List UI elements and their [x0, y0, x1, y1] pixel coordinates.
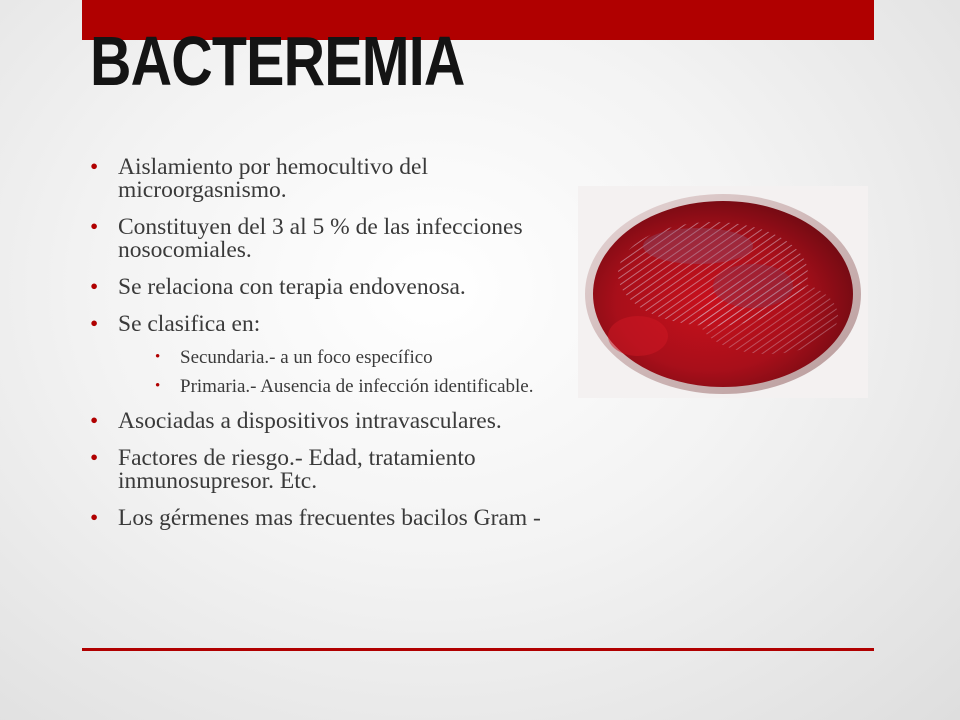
bullet-item-label: Se clasifica en:	[118, 311, 261, 337]
sub-bullet-list	[118, 348, 570, 396]
petri-dish-photo	[578, 186, 868, 398]
bullet-item: • Factores de riesgo.- Edad, tratamiento inmunosupresor. Etc.	[90, 447, 570, 493]
bullet-item: • Constituyen del 3 al 5 % de las infecciones nosocomiales.	[90, 216, 570, 262]
bullet-item: • Aislamiento por hemocultivo del microorgasnismo.	[90, 156, 570, 202]
bottom-divider	[82, 648, 874, 651]
bullet-item: • Los gérmenes mas frecuentes bacilos Gram -	[90, 507, 570, 530]
bullet-item-with-sublist	[90, 313, 570, 396]
bullet-item: • Asociadas a dispositivos intravasculares.	[90, 410, 570, 433]
bullet-item: • Se relaciona con terapia endovenosa.	[90, 276, 570, 299]
petri-dish-illustration	[578, 186, 868, 398]
slide-title: BACTEREMIA	[90, 22, 465, 100]
sub-bullet-item: • Primaria.- Ausencia de infección identificable.	[146, 377, 570, 396]
bullet-list	[90, 156, 570, 544]
sub-bullet-item: • Secundaria.- a un foco específico	[146, 348, 570, 367]
